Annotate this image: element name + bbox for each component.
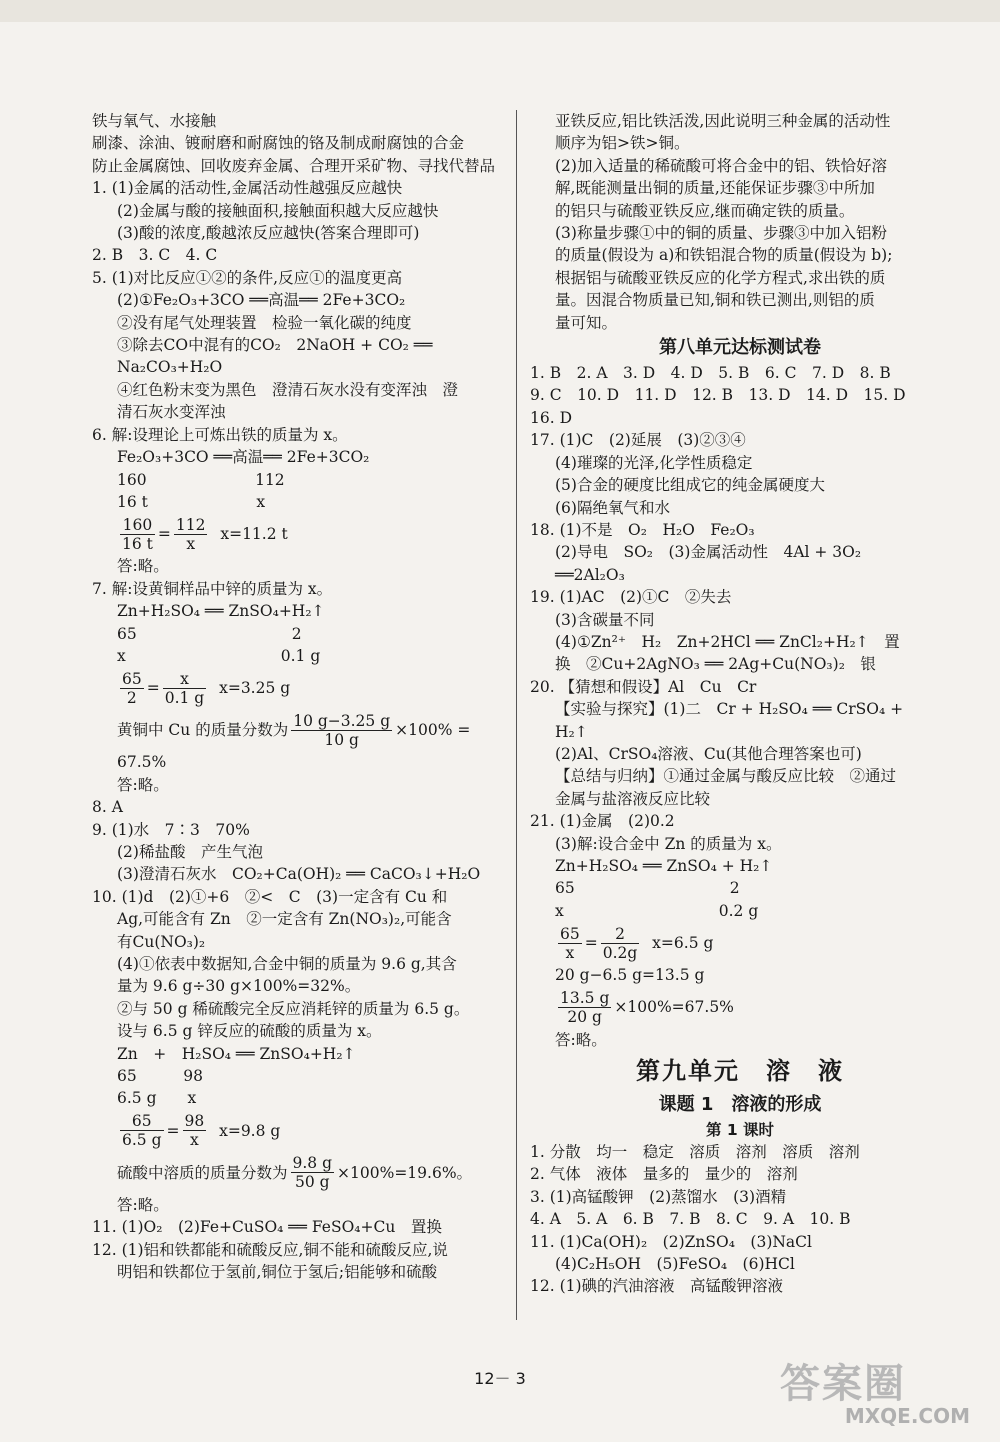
answer-line: (4)璀璨的光泽,化学性质稳定 <box>555 453 753 472</box>
answer-line: (5)合金的硬度比组成它的纯金属硬度大 <box>555 476 825 495</box>
answer-line: 量可知。 <box>555 313 618 332</box>
fraction: $\frac{160}{16 t}$ <box>122 515 153 553</box>
proportion-line: $\frac{160}{16 t}$ = $\frac{112}{x}$ x=11.2 t <box>122 515 288 553</box>
answer-item-17: 17. (1)C (2)延展 (3)②③④ <box>530 431 746 450</box>
fraction: $\frac{9.8 g}{50 g}$ <box>292 1154 333 1192</box>
answer-line: 量。因混合物质量已知,铜和铁已测出,则铝的质 <box>555 291 875 310</box>
answer-line: 顺序为铝>铁>铜。 <box>555 134 690 153</box>
answer-item-9-15: 9. C 10. D 11. D 12. B 13. D 14. D 15. D <box>530 386 906 405</box>
equation-coefficients: 65 98 <box>117 1067 203 1086</box>
right-column <box>530 110 950 1298</box>
answer-line: (2)稀盐酸 产生气泡 <box>117 842 263 861</box>
answer-line: 防止金属腐蚀、回收废弃金属、合理开采矿物、寻找代替品 <box>92 156 496 175</box>
answer-line: ②没有尾气处理装置 检验一氧化碳的纯度 <box>117 313 412 332</box>
fraction: $\frac{65}{x}$ <box>560 924 580 962</box>
answer-item-2: 2. 气体 液体 量多的 量少的 溶剂 <box>530 1165 798 1184</box>
answer-item-16: 16. D <box>530 408 573 427</box>
answer-item-1: 1. 分散 均一 稳定 溶质 溶剂 溶质 溶剂 <box>530 1143 860 1162</box>
answer-line: 答:略。 <box>117 557 169 576</box>
answer-item-4-10: 4. A 5. A 6. B 7. B 8. C 9. A 10. B <box>530 1210 851 1229</box>
equation-coefficients: 160 112 <box>117 470 285 489</box>
answer-line: 答:略。 <box>117 1195 169 1214</box>
answer-line: (4)①依表中数据知,合金中铜的质量为 9.6 g,其含 <box>117 955 457 973</box>
chemical-equation: Zn+H₂SO₄ ══ ZnSO₄+H₂↑ <box>117 602 325 621</box>
answer-item-9: 9. (1)水 7∶3 70% <box>92 820 250 839</box>
answer-item-8: 8. A <box>92 798 123 817</box>
answer-item-10: 10. (1)d (2)①+6 ②< C (3)一定含有 Cu 和 <box>92 887 448 906</box>
answer-line: 清石灰水变浑浊 <box>117 403 226 422</box>
equation-masses: x 0.2 g <box>555 901 759 920</box>
answer-line: 答:略。 <box>117 775 169 794</box>
fraction: $\frac{112}{x}$ <box>175 515 206 553</box>
answer-item-12: 12. (1)碘的汽油溶液 高锰酸钾溶液 <box>530 1277 784 1296</box>
answer-item-21: 21. (1)金属 (2)0.2 <box>530 812 675 831</box>
answer-line: 金属与盐溶液反应比较 <box>555 789 711 808</box>
answer-item-11: 11. (1)Ca(OH)₂ (2)ZnSO₄ (3)NaCl <box>530 1232 812 1251</box>
answer-line: (3)称量步骤①中的铜的质量、步骤③中加入铝粉 <box>555 224 887 243</box>
chemical-equation: Fe₂O₃+3CO ══高温══ 2Fe+3CO₂ <box>117 448 370 467</box>
answer-line: Ag,可能含有 Zn ②一定含有 Zn(NO₃)₂,可能含 <box>117 910 452 929</box>
answer-line: 解,既能测量出铜的质量,还能保证步骤③中所加 <box>555 179 875 198</box>
answer-line: 明铝和铁都位于氢前,铜位于氢后;铝能够和硫酸 <box>117 1263 438 1282</box>
fraction: $\frac{65}{6.5 g}$ <box>122 1112 162 1150</box>
fraction: $\frac{x}{0.1 g}$ <box>164 669 205 707</box>
proportion-line: $\frac{65}{2}$ = $\frac{x}{0.1 g}$ x=3.25 g <box>122 669 291 707</box>
answer-line: 有Cu(NO₃)₂ <box>117 932 206 951</box>
chemical-equation: Zn+H₂SO₄ ══ ZnSO₄ + H₂↑ <box>555 857 773 875</box>
answer-line: (3)澄清石灰水 CO₂+Ca(OH)₂ ══ CaCO₃↓+H₂O <box>117 865 481 884</box>
section-title-unit8-test: 第八单元达标测试卷 <box>659 337 821 359</box>
answer-item-11: 11. (1)O₂ (2)Fe+CuSO₄ ══ FeSO₄+Cu 置换 <box>92 1218 442 1237</box>
answer-item-20: 20. 【猜想和假设】Al Cu Cr <box>530 677 757 696</box>
answer-line: 量为 9.6 g÷30 g×100%=32%。 <box>117 977 361 996</box>
chemical-equation: (2)①Fe₂O₃+3CO ══高温══ 2Fe+3CO₂ <box>117 291 406 310</box>
answer-item-19: 19. (1)AC (2)①C ②失去 <box>530 588 732 607</box>
watermark-logo-text: 答案圈 <box>780 1361 906 1407</box>
answer-item-3: 3. (1)高锰酸钾 (2)蒸馏水 (3)酒精 <box>530 1187 787 1206</box>
answer-line: (4)①Zn²⁺ H₂ Zn+2HCl ══ ZnCl₂+H₂↑ 置 <box>555 632 900 651</box>
answer-line: (3)含碳量不同 <box>555 610 655 629</box>
answer-line: (2)金属与酸的接触面积,接触面积越大反应越快 <box>117 201 439 220</box>
equation-coefficients: 65 2 <box>117 624 302 643</box>
scan-top-edge <box>0 0 1000 22</box>
answer-item-7: 7. 解:设黄铜样品中锌的质量为 x。 <box>92 579 333 598</box>
answer-line: 67.5% <box>117 753 167 772</box>
answer-line: 的铝只与硫酸亚铁反应,继而确定铁的质量。 <box>555 201 855 220</box>
equation-masses: x 0.1 g <box>117 646 321 665</box>
fraction: $\frac{10 g-3.25 g}{10 g}$ <box>293 711 391 749</box>
left-column <box>92 110 504 1283</box>
answer-line: H₂↑ <box>555 722 588 741</box>
watermark-logo <box>780 1352 980 1432</box>
answer-item-2-4: 2. B 3. C 4. C <box>92 246 218 265</box>
answer-line: 答:略。 <box>555 1030 607 1049</box>
fraction: $\frac{2}{0.2g}$ <box>602 924 638 962</box>
answer-line: 换 ②Cu+2AgNO₃ ══ 2Ag+Cu(NO₃)₂ 银 <box>555 655 876 674</box>
answer-line: 亚铁反应,铝比铁活泼,因此说明三种金属的活动性 <box>555 112 891 130</box>
answer-line: (4)C₂H₅OH (5)FeSO₄ (6)HCl <box>555 1255 795 1274</box>
answer-line: 的质量(假设为 a)和铁铝混合物的质量(假设为 b); <box>555 246 893 265</box>
answer-line: (2)导电 SO₂ (3)金属活动性 4Al + 3O₂ <box>555 543 862 562</box>
answer-line: ══2Al₂O₃ <box>555 565 625 584</box>
proportion-line: $\frac{65}{x}$ = $\frac{2}{0.2g}$ x=6.5 g <box>560 924 714 962</box>
answer-item-1-8: 1. B 2. A 3. D 4. D 5. B 6. C 7. D 8. B <box>530 364 891 383</box>
mass-fraction-line: 黄铜中 Cu 的质量分数为 $\frac{10 g-3.25 g}{10 g}$ ×100% = <box>117 711 471 749</box>
page-number: 12－ 3 <box>474 1369 526 1388</box>
answer-line: 【实验与探究】(1)二 Cr + H₂SO₄ ══ CrSO₄ + <box>555 700 904 719</box>
proportion-line: $\frac{65}{6.5 g}$ = $\frac{98}{x}$ x=9.8 g <box>122 1112 281 1150</box>
answer-line: ②与 50 g 稀硫酸完全反应消耗锌的质量为 6.5 g。 <box>117 999 470 1018</box>
answer-line: (2)加入适量的稀硫酸可将合金中的铝、铁恰好溶 <box>555 156 887 175</box>
answer-line: 设与 6.5 g 锌反应的硫酸的质量为 x。 <box>117 1022 382 1041</box>
lesson-title: 课题 1 溶液的形成 <box>658 1094 822 1116</box>
equation-masses: 6.5 g x <box>117 1089 197 1108</box>
answer-line: ④红色粉末变为黑色 澄清石灰水没有变浑浊 澄 <box>117 380 459 399</box>
chemical-equation: Zn + H₂SO₄ ══ ZnSO₄+H₂↑ <box>117 1044 356 1063</box>
mass-fraction-line: $\frac{13.5 g}{20 g}$ ×100%=67.5% <box>560 989 734 1027</box>
answer-item-1: 1. (1)金属的活动性,金属活动性越强反应越快 <box>92 179 403 198</box>
fraction: $\frac{65}{2}$ <box>122 669 142 707</box>
answer-item-12: 12. (1)铝和铁都能和硫酸反应,铜不能和硫酸反应,说 <box>92 1240 448 1259</box>
answer-line: (3)酸的浓度,酸越浓反应越快(答案合理即可) <box>117 224 420 243</box>
column-divider <box>516 110 517 1320</box>
period-title: 第 1 课时 <box>705 1121 775 1140</box>
fraction: $\frac{13.5 g}{20 g}$ <box>560 989 610 1027</box>
answer-line: 铁与氧气、水接触 <box>92 112 217 130</box>
answer-item-18: 18. (1)不是 O₂ H₂O Fe₂O₃ <box>530 520 755 539</box>
answer-line: (6)隔绝氧气和水 <box>555 498 670 517</box>
fraction: $\frac{98}{x}$ <box>184 1112 205 1150</box>
mass-fraction-line: 硫酸中溶质的质量分数为 $\frac{9.8 g}{50 g}$ ×100%=19.6%。 <box>117 1154 473 1192</box>
unit-title-unit9: 第九单元 溶 液 <box>636 1057 844 1086</box>
answer-item-5: 5. (1)对比反应①②的条件,反应①的温度更高 <box>92 268 403 287</box>
equation-masses: 16 t x <box>117 492 266 511</box>
answer-line: 刷漆、涂油、镀耐磨和耐腐蚀的铬及制成耐腐蚀的合金 <box>92 134 465 153</box>
equation-coefficients: 65 2 <box>555 879 740 898</box>
answer-line: 20 g−6.5 g=13.5 g <box>555 966 705 985</box>
answer-line: 根据铝与硫酸亚铁反应的化学方程式,求出铁的质 <box>555 268 886 287</box>
answer-item-6: 6. 解:设理论上可炼出铁的质量为 x。 <box>92 425 348 444</box>
answer-line: 【总结与归纳】①通过金属与酸反应比较 ②通过 <box>555 767 897 786</box>
watermark-url: MXQE.COM <box>844 1404 970 1428</box>
answer-line: Na₂CO₃+H₂O <box>117 358 223 377</box>
answer-line: ③除去CO中混有的CO₂ 2NaOH + CO₂ ══ <box>117 336 433 355</box>
answer-line: (2)Al、CrSO₄溶液、Cu(其他合理答案也可) <box>555 744 862 763</box>
answer-line: (3)解:设合金中 Zn 的质量为 x。 <box>555 834 782 853</box>
